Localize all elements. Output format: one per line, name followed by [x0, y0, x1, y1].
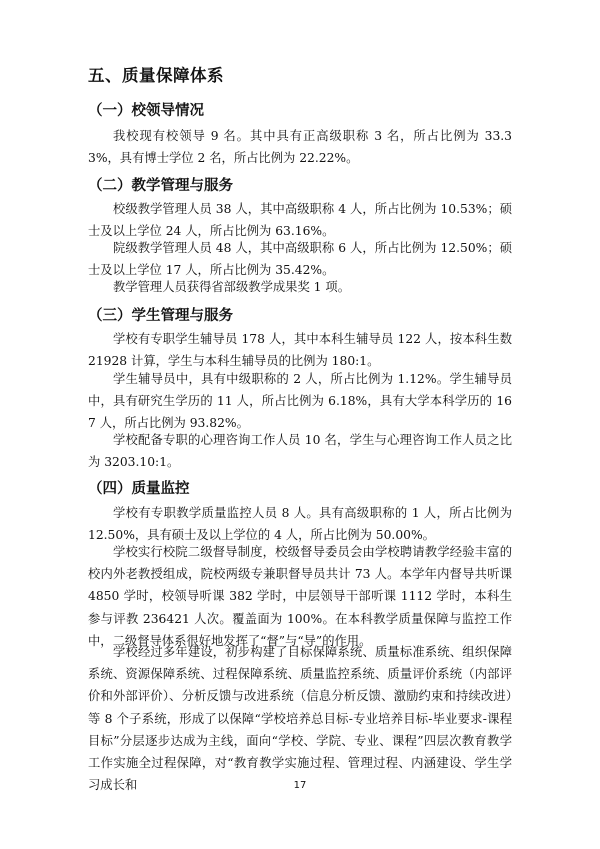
paragraph: 教学管理人员获得省部级教学成果奖 1 项。 [113, 280, 350, 294]
paragraph: 学校配备专职的心理咨询工作人员 10 名，学生与心理咨询工作人员之比为 3203.10:1。 [88, 433, 512, 470]
section-heading-teaching-management: （二）教学管理与服务 [88, 178, 233, 194]
paragraph: 学生辅导员中，具有中级职称的 2 人，所占比例为 1.12%。学生辅导员中，具有研究生学历的 11 人，所占比例为 6.18%，具有大学本科学历的 167 人，所占比例为 93.82%。 [88, 372, 512, 431]
paragraph: 校级教学管理人员 38 人，其中高级职称 4 人，所占比例为 10.53%；硕士及以上学位 24 人，所占比例为 63.16%。 [88, 202, 512, 239]
section-heading-quality-monitoring: （四）质量监控 [88, 481, 190, 497]
paragraph: 学校有专职教学质量监控人员 8 人。具有高级职称的 1 人，所占比例为 12.50%，具有硕士及以上学位的 4 人，所占比例为 50.00%。 [88, 506, 512, 543]
paragraph: 院级教学管理人员 48 人，其中高级职称 6 人，所占比例为 12.50%；硕士及以上学位 17 人，所占比例为 35.42%。 [88, 241, 512, 278]
paragraph: 学校经过多年建设，初步构建了目标保障系统、质量标准系统、组织保障系统、资源保障系统、过程保障系统、质量监控系统、质量评价系统（内部评价和外部评价）、分析反馈与改进系统（信息分析反馈、激励约束和持续改进）等 8 个子系统，形成了以保障“学校培养总目标-专业培养目标-毕业要求-课程目标”分层逐步达成为主线，面向“学校、学院、专业、课程”四层次教育教学工作实施全过程保障，对“教育教学实施过程、管理过程、内涵建设、学生学习成长和 [88, 645, 512, 793]
section-heading-student-management: （三）学生管理与服务 [88, 308, 233, 324]
paragraph: 学校有专职学生辅导员 178 人，其中本科生辅导员 122 人，按本科生数 21928 计算，学生与本科生辅导员的比例为 180:1。 [88, 332, 512, 369]
chapter-title: 五、质量保障体系 [88, 66, 224, 85]
section-heading-leaders: （一）校领导情况 [88, 103, 204, 119]
paragraph: 我校现有校领导 9 名。其中具有正高级职称 3 名，所占比例为 33.33%，具有博士学位 2 名，所占比例为 22.22%。 [88, 129, 512, 166]
page-number: 17 [293, 780, 307, 791]
paragraph: 学校实行校院二级督导制度，校级督导委员会由学校聘请教学经验丰富的校内外老教授组成，院校两级专兼职督导员共计 73 人。本学年内督导共听课 4850 学时，校领导听课 382 学时，中层领导干部听课 1112 学时，本科生参与评教 236421 人次。覆盖面为 100%。在本科教学质量保障与监控工作中，二级督导体系很好地发挥了“督”与“导”的作用。 [88, 545, 512, 648]
